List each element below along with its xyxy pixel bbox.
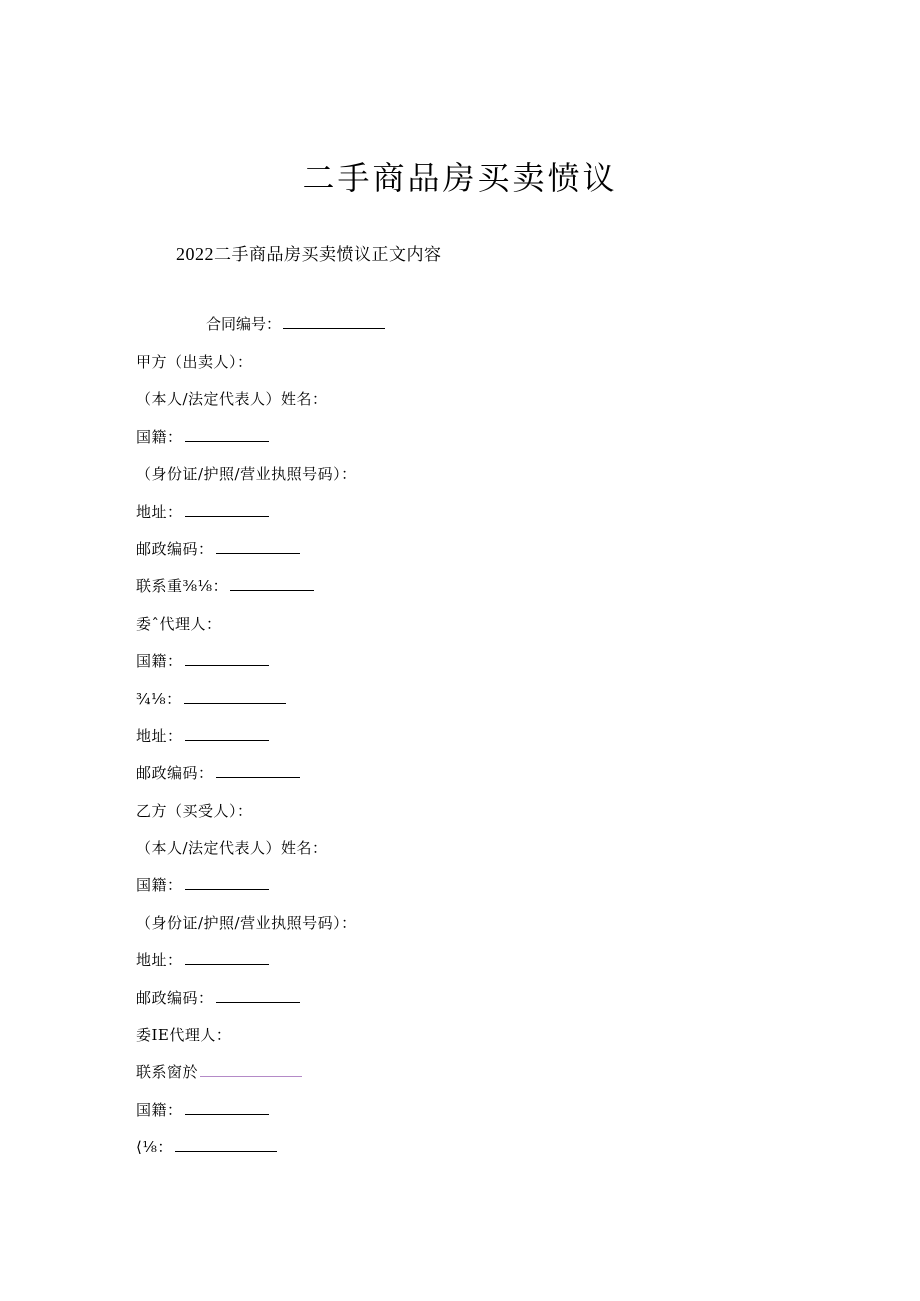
field-row [136, 463, 836, 500]
field-label: 乙方（买受人）： [136, 801, 253, 820]
field-label: 邮政编码： [136, 764, 214, 783]
field-blank[interactable] [185, 950, 269, 965]
field-blank[interactable] [184, 689, 286, 704]
field-row [136, 1136, 836, 1173]
field-blank[interactable] [175, 1137, 277, 1152]
contract-number-label: 合同编号： [206, 315, 282, 333]
field-label: 国籍： [136, 1100, 183, 1119]
field-label: 国籍： [136, 876, 183, 895]
field-row [136, 501, 836, 538]
subtitle-text: 二手商品房买卖愤议正文内容 [214, 245, 442, 265]
field-label: 联系窗於 [136, 1063, 199, 1082]
field-label: （身份证/护照/营业执照号码）： [136, 913, 357, 932]
field-label: 地址： [136, 726, 183, 745]
field-row [136, 613, 836, 650]
field-blank[interactable] [230, 576, 314, 591]
field-label: （本人/法定代表人）姓名： [136, 390, 328, 409]
field-label: （本人/法定代表人）姓名： [136, 839, 328, 858]
field-label: 甲方（出卖人）： [136, 353, 253, 371]
document-subtitle [176, 240, 442, 265]
field-blank[interactable] [216, 539, 300, 554]
field-row [136, 1099, 836, 1136]
subtitle-year: 2022 [176, 244, 214, 264]
field-row [136, 1061, 836, 1098]
field-row [136, 351, 836, 388]
field-row [136, 762, 836, 799]
field-blank[interactable] [185, 502, 269, 517]
party-fields [136, 351, 836, 1174]
field-label: 邮政编码： [136, 539, 214, 558]
field-row [136, 538, 836, 575]
field-label: ⟨⅛： [136, 1138, 173, 1157]
field-row [136, 987, 836, 1024]
field-label: （身份证/护照/营业执照号码）： [136, 465, 357, 484]
field-row [136, 912, 836, 949]
field-blank[interactable] [185, 726, 269, 741]
field-row [136, 388, 836, 425]
field-label: 邮政编码： [136, 988, 214, 1007]
field-blank[interactable] [185, 1100, 269, 1115]
field-label: 联系重⅜⅛： [136, 577, 229, 596]
field-blank[interactable] [200, 1062, 302, 1077]
contract-number-row [206, 313, 385, 334]
field-row [136, 650, 836, 687]
field-row [136, 688, 836, 725]
field-label: 国籍： [136, 427, 183, 446]
field-label: ¾⅛： [136, 689, 182, 708]
field-label: 地址： [136, 951, 183, 970]
field-row [136, 837, 836, 874]
field-row [136, 575, 836, 612]
field-row [136, 725, 836, 762]
field-row [136, 800, 836, 837]
field-label: 委IE代理人： [136, 1026, 232, 1045]
field-row [136, 874, 836, 911]
field-row [136, 426, 836, 463]
field-label: 国籍： [136, 652, 183, 671]
field-blank[interactable] [216, 763, 300, 778]
field-blank[interactable] [185, 651, 269, 666]
field-label: 委ˆ代理人： [136, 614, 222, 633]
contract-number-blank[interactable] [283, 314, 385, 329]
field-row [136, 1024, 836, 1061]
field-blank[interactable] [185, 875, 269, 890]
field-blank[interactable] [216, 988, 300, 1003]
field-blank[interactable] [185, 427, 269, 442]
document-title: 二手商品房买卖愤议 [302, 159, 618, 197]
field-label: 地址： [136, 502, 183, 521]
field-row [136, 949, 836, 986]
